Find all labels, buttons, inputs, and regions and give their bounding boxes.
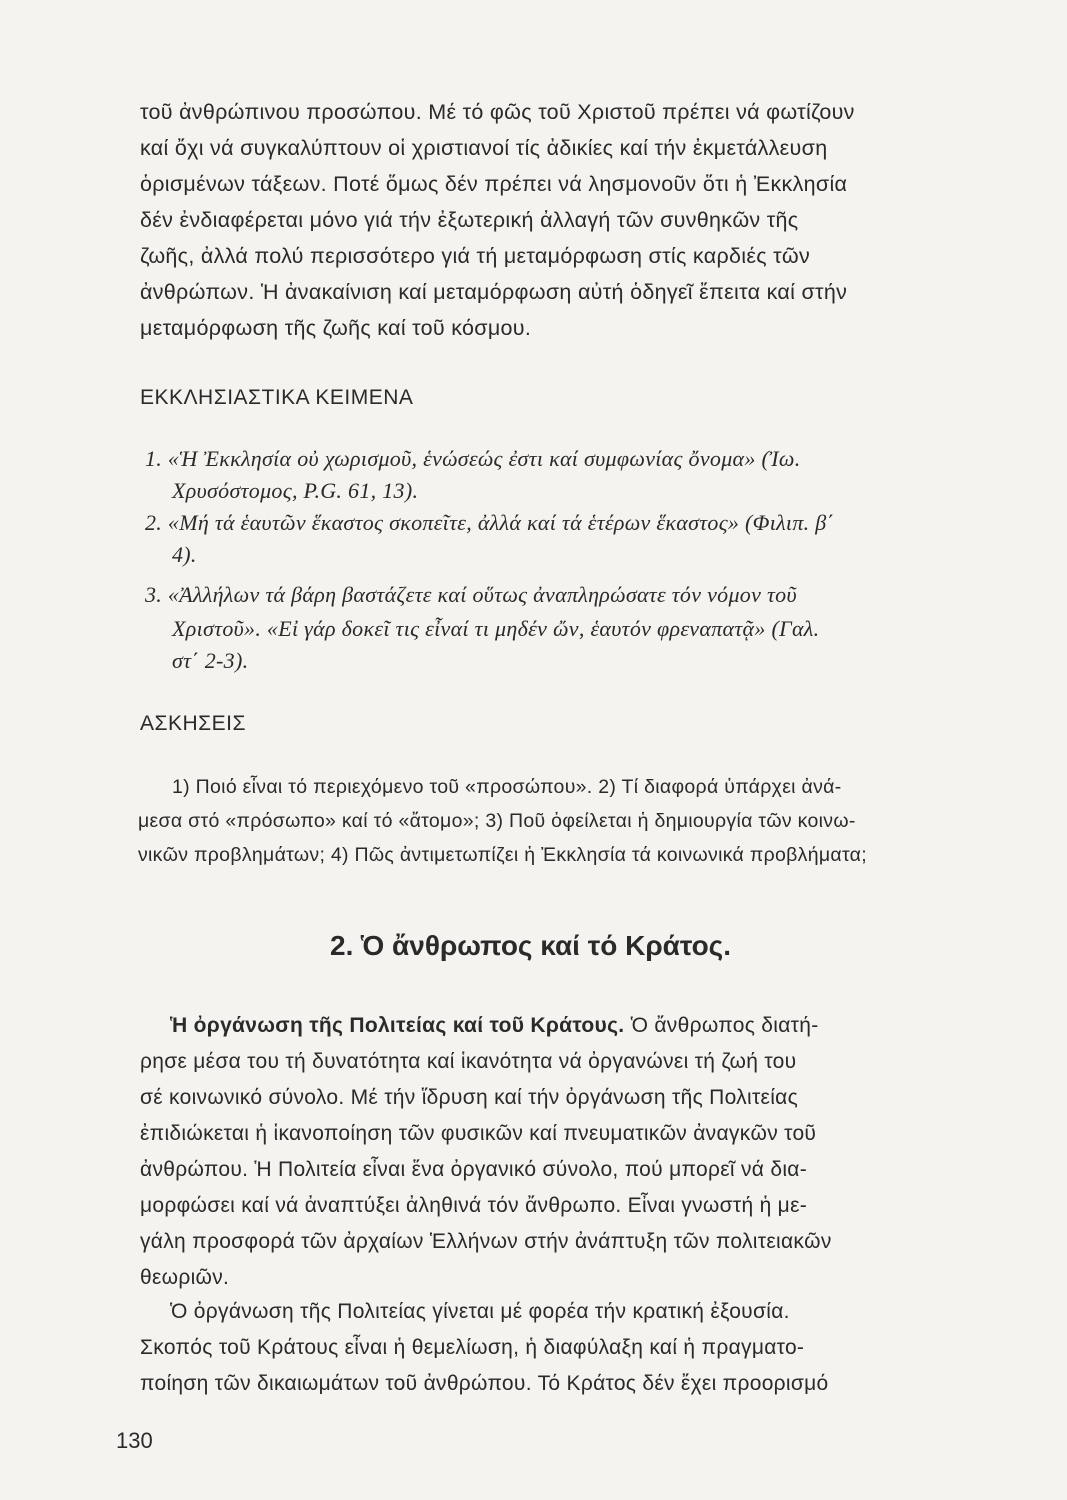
section-first-line-rest: Ὁ ἄνθρωπος διατή- (624, 1014, 819, 1037)
quote-line: 1. «Ἡ Ἐκκλησία οὐ χωρισμοῦ, ἑνώσεώς ἐστι καί συμφωνίας ὄνομα» (Ἰω. (145, 446, 801, 471)
quote-line: 3. «Ἀλλήλων τά βάρη βαστάζετε καί οὕτως ἀναπληρώσατε τόν νόμον τοῦ (145, 582, 797, 607)
section-line: Ὁ ὀργάνωση τῆς Πολιτείας γίνεται μέ φορέα τήν κρατική ἐξουσία. (170, 1300, 790, 1323)
section-line: γάλη προσφορά τῶν ἀρχαίων Ἑλλήνων στήν ἀνάπτυξη τῶν πολιτειακῶν (140, 1230, 832, 1253)
exercise-line: νικῶν προβλημάτων; 4) Πῶς ἀντιμετωπίζει ἡ Ἐκκλησία τά κοινωνικά προβλήματα; (138, 844, 867, 866)
intro-line: ζωῆς, ἀλλά πολύ περισσότερο γιά τή μεταμόρφωση στίς καρδιές τῶν (140, 244, 811, 268)
section-line: θεωριῶν. (140, 1266, 230, 1289)
section-line: ἐπιδιώκεται ἡ ἱκανοποίηση τῶν φυσικῶν καί πνευματικῶν ἀναγκῶν τοῦ (140, 1122, 817, 1145)
section-line: ρησε μέσα του τή δυνατότητα καί ἱκανότητα νά ὀργανώνει τή ζωή του (140, 1050, 797, 1073)
section-bold-lead: Ἡ ὀργάνωση τῆς Πολιτείας καί τοῦ Κράτους. (170, 1014, 625, 1037)
exercise-line: μεσα στό «πρόσωπο» καί τό «ἄτομο»; 3) Ποῦ ὀφείλεται ἡ δημιουργία τῶν κοινω- (138, 810, 856, 832)
intro-line: τοῦ ἀνθρώπινου προσώπου. Μέ τό φῶς τοῦ Χριστοῦ πρέπει νά φωτίζουν (140, 100, 855, 124)
section-line: ἀνθρώπου. Ἡ Πολιτεία εἶναι ἕνα ὀργανικό σύνολο, πού μπορεῖ νά δια- (140, 1158, 808, 1181)
intro-line: δέν ἐνδιαφέρεται μόνο γιά τήν ἐξωτερική ἀλλαγή τῶν συνθηκῶν τῆς (140, 208, 799, 232)
intro-line: ἀνθρώπων. Ἡ ἀνακαίνιση καί μεταμόρφωση αὐτή ὁδηγεῖ ἔπειτα καί στήν (140, 280, 848, 304)
chapter-title: 2. Ὁ ἄνθρωπος καί τό Κράτος. (330, 930, 732, 961)
intro-line: μεταμόρφωση τῆς ζωῆς καί τοῦ κόσμου. (140, 316, 532, 340)
intro-line: καί ὄχι νά συγκαλύπτουν οἱ χριστιανοί τίς ἀδικίες καί τήν ἐκμετάλλευση (140, 136, 828, 160)
section-line: μορφώσει καί νά ἀναπτύξει ἀληθινά τόν ἄνθρωπο. Εἶναι γνωστή ἡ με- (140, 1194, 808, 1217)
quote-line: στ΄ 2-3). (172, 648, 249, 673)
section-first-line (170, 1014, 819, 1038)
section-line: ποίηση τῶν δικαιωμάτων τοῦ ἀνθρώπου. Τό Κράτος δέν ἔχει προορισμό (140, 1372, 829, 1395)
quote-line: Χρυσόστομος, P.G. 61, 13). (172, 478, 419, 503)
intro-line: ὁρισμένων τάξεων. Ποτέ ὅμως δέν πρέπει νά λησμονοῦν ὅτι ἡ Ἐκκλησία (140, 172, 848, 196)
quote-line: 2. «Μή τά ἑαυτῶν ἕκαστος σκοπεῖτε, ἀλλά καί τά ἑτέρων ἕκαστος» (Φιλιπ. β΄ (145, 510, 835, 535)
section-line: σέ κοινωνικό σύνολο. Μέ τήν ἵδρυση καί τήν ὀργάνωση τῆς Πολιτείας (140, 1086, 799, 1109)
exercises-heading: ΑΣΚΗΣΕΙΣ (140, 712, 246, 735)
quote-line: Χριστοῦ». «Εἰ γάρ δοκεῖ τις εἶναί τι μηδέν ὤν, ἑαυτόν φρεναπατᾷ» (Γαλ. (172, 616, 820, 641)
section-line: Σκοπός τοῦ Κράτους εἶναι ἡ θεμελίωση, ἡ διαφύλαξη καί ἡ πραγματο- (140, 1336, 805, 1359)
church-texts-heading: ΕΚΚΛΗΣΙΑΣΤΙΚΑ ΚΕΙΜΕΝΑ (140, 386, 414, 409)
exercise-line: 1) Ποιό εἶναι τό περιεχόμενο τοῦ «προσώπου». 2) Τί διαφορά ὑπάρχει ἀνά- (172, 776, 842, 798)
page-number: 130 (116, 1428, 153, 1453)
quote-line: 4). (172, 542, 197, 567)
